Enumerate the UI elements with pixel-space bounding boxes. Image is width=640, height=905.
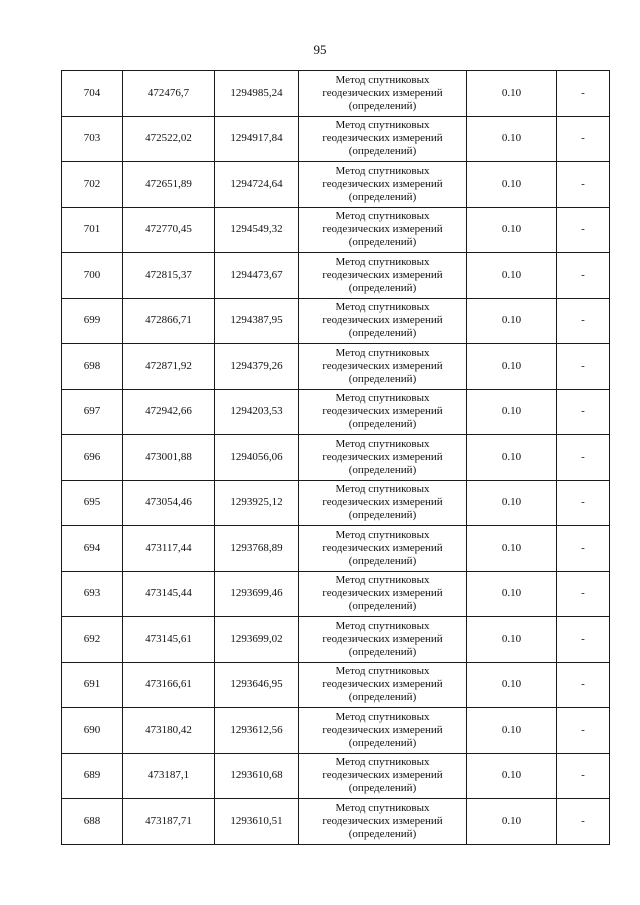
method-line: геодезических измерений [322, 769, 443, 782]
table-row [62, 389, 610, 435]
point-number-cell: 688 [62, 799, 123, 845]
note-cell: - [557, 571, 610, 617]
method-line: геодезических измерений [322, 587, 443, 600]
method-line: (определений) [348, 736, 417, 749]
accuracy-cell: 0.10 [467, 526, 557, 572]
method-line: геодезических измерений [322, 496, 443, 509]
accuracy-cell: 0.10 [467, 662, 557, 708]
method-line: (определений) [348, 190, 417, 203]
y-coordinate-cell: 1294549,32 [215, 207, 299, 253]
x-coordinate-cell: 473187,1 [123, 753, 215, 799]
note-cell: - [557, 708, 610, 754]
method-line: Метод спутниковых [335, 392, 430, 405]
point-number-cell: 696 [62, 435, 123, 481]
x-coordinate-cell: 473166,61 [123, 662, 215, 708]
method-line: (определений) [348, 509, 417, 522]
x-coordinate-cell: 472942,66 [123, 389, 215, 435]
accuracy-cell: 0.10 [467, 435, 557, 481]
page-number: 95 [313, 42, 327, 57]
method-cell [299, 71, 467, 117]
accuracy-cell: 0.10 [467, 480, 557, 526]
note-cell: - [557, 662, 610, 708]
table-row [62, 253, 610, 299]
point-number-cell: 701 [62, 207, 123, 253]
accuracy-cell: 0.10 [467, 253, 557, 299]
note-cell: - [557, 753, 610, 799]
method-line: (определений) [348, 782, 417, 795]
table-row [62, 753, 610, 799]
method-line: (определений) [348, 236, 417, 249]
method-line: Метод спутниковых [335, 255, 430, 268]
method-line: Метод спутниковых [335, 756, 430, 769]
table-row [62, 344, 610, 390]
point-number-cell: 697 [62, 389, 123, 435]
table-row [62, 617, 610, 663]
point-number-cell: 692 [62, 617, 123, 663]
method-line: (определений) [348, 145, 417, 158]
method-line: Метод спутниковых [335, 73, 430, 86]
y-coordinate-cell: 1294379,26 [215, 344, 299, 390]
method-line: Метод спутниковых [335, 301, 430, 314]
x-coordinate-cell: 472651,89 [123, 162, 215, 208]
note-cell: - [557, 344, 610, 390]
method-line: геодезических измерений [322, 632, 443, 645]
coordinates-table-body [62, 71, 610, 845]
method-line: Метод спутниковых [335, 619, 430, 632]
x-coordinate-cell: 473145,44 [123, 571, 215, 617]
y-coordinate-cell: 1293699,46 [215, 571, 299, 617]
method-line: Метод спутниковых [335, 164, 430, 177]
point-number-cell: 693 [62, 571, 123, 617]
method-cell [299, 480, 467, 526]
method-line: геодезических измерений [322, 177, 443, 190]
accuracy-cell: 0.10 [467, 389, 557, 435]
method-cell [299, 162, 467, 208]
method-line: геодезических измерений [322, 814, 443, 827]
method-line: Метод спутниковых [335, 437, 430, 450]
point-number-cell: 698 [62, 344, 123, 390]
method-cell [299, 526, 467, 572]
note-cell: - [557, 71, 610, 117]
y-coordinate-cell: 1294985,24 [215, 71, 299, 117]
x-coordinate-cell: 472522,02 [123, 116, 215, 162]
method-line: (определений) [348, 554, 417, 567]
accuracy-cell: 0.10 [467, 71, 557, 117]
method-line: (определений) [348, 418, 417, 431]
method-cell [299, 708, 467, 754]
method-line: геодезических измерений [322, 678, 443, 691]
point-number-cell: 703 [62, 116, 123, 162]
table-row [62, 435, 610, 481]
y-coordinate-cell: 1293610,51 [215, 799, 299, 845]
method-line: геодезических измерений [322, 405, 443, 418]
note-cell: - [557, 253, 610, 299]
point-number-cell: 704 [62, 71, 123, 117]
method-line: геодезических измерений [322, 223, 443, 236]
method-cell [299, 571, 467, 617]
note-cell: - [557, 162, 610, 208]
note-cell: - [557, 207, 610, 253]
note-cell: - [557, 526, 610, 572]
y-coordinate-cell: 1293610,68 [215, 753, 299, 799]
point-number-cell: 691 [62, 662, 123, 708]
accuracy-cell: 0.10 [467, 207, 557, 253]
accuracy-cell: 0.10 [467, 162, 557, 208]
method-line: (определений) [348, 463, 417, 476]
method-line: (определений) [348, 600, 417, 613]
method-cell [299, 435, 467, 481]
table-row [62, 526, 610, 572]
table-row [62, 480, 610, 526]
method-cell [299, 662, 467, 708]
method-cell [299, 753, 467, 799]
point-number-cell: 690 [62, 708, 123, 754]
accuracy-cell: 0.10 [467, 708, 557, 754]
note-cell: - [557, 617, 610, 663]
note-cell: - [557, 435, 610, 481]
x-coordinate-cell: 473001,88 [123, 435, 215, 481]
y-coordinate-cell: 1294473,67 [215, 253, 299, 299]
point-number-cell: 695 [62, 480, 123, 526]
method-line: геодезических измерений [322, 268, 443, 281]
table-row [62, 71, 610, 117]
method-line: геодезических измерений [322, 723, 443, 736]
method-line: Метод спутниковых [335, 574, 430, 587]
method-cell [299, 344, 467, 390]
point-number-cell: 694 [62, 526, 123, 572]
method-line: Метод спутниковых [335, 210, 430, 223]
x-coordinate-cell: 472476,7 [123, 71, 215, 117]
x-coordinate-cell: 472866,71 [123, 298, 215, 344]
method-line: Метод спутниковых [335, 665, 430, 678]
method-line: Метод спутниковых [335, 801, 430, 814]
table-row [62, 298, 610, 344]
method-line: (определений) [348, 372, 417, 385]
method-line: (определений) [348, 691, 417, 704]
accuracy-cell: 0.10 [467, 344, 557, 390]
y-coordinate-cell: 1293925,12 [215, 480, 299, 526]
table-row [62, 162, 610, 208]
accuracy-cell: 0.10 [467, 617, 557, 663]
x-coordinate-cell: 473187,71 [123, 799, 215, 845]
point-number-cell: 689 [62, 753, 123, 799]
x-coordinate-cell: 472871,92 [123, 344, 215, 390]
method-cell [299, 799, 467, 845]
y-coordinate-cell: 1293646,95 [215, 662, 299, 708]
x-coordinate-cell: 472770,45 [123, 207, 215, 253]
method-line: (определений) [348, 827, 417, 840]
note-cell: - [557, 480, 610, 526]
point-number-cell: 702 [62, 162, 123, 208]
point-number-cell: 699 [62, 298, 123, 344]
method-cell [299, 389, 467, 435]
table-row [62, 662, 610, 708]
method-line: (определений) [348, 281, 417, 294]
method-line: геодезических измерений [322, 541, 443, 554]
x-coordinate-cell: 473117,44 [123, 526, 215, 572]
method-line: (определений) [348, 645, 417, 658]
table-row [62, 708, 610, 754]
point-number-cell: 700 [62, 253, 123, 299]
table-row [62, 116, 610, 162]
y-coordinate-cell: 1294203,53 [215, 389, 299, 435]
method-line: геодезических измерений [322, 450, 443, 463]
method-cell [299, 253, 467, 299]
y-coordinate-cell: 1294724,64 [215, 162, 299, 208]
note-cell: - [557, 389, 610, 435]
y-coordinate-cell: 1294056,06 [215, 435, 299, 481]
method-cell [299, 116, 467, 162]
method-cell [299, 617, 467, 663]
method-line: (определений) [348, 99, 417, 112]
accuracy-cell: 0.10 [467, 298, 557, 344]
method-line: Метод спутниковых [335, 710, 430, 723]
y-coordinate-cell: 1293768,89 [215, 526, 299, 572]
method-line: геодезических измерений [322, 132, 443, 145]
table-row [62, 799, 610, 845]
y-coordinate-cell: 1293699,02 [215, 617, 299, 663]
method-line: Метод спутниковых [335, 528, 430, 541]
table-row [62, 571, 610, 617]
method-line: Метод спутниковых [335, 119, 430, 132]
method-line: Метод спутниковых [335, 346, 430, 359]
method-line: геодезических измерений [322, 359, 443, 372]
note-cell: - [557, 298, 610, 344]
table-row [62, 207, 610, 253]
note-cell: - [557, 116, 610, 162]
accuracy-cell: 0.10 [467, 571, 557, 617]
accuracy-cell: 0.10 [467, 116, 557, 162]
method-line: Метод спутниковых [335, 483, 430, 496]
x-coordinate-cell: 473054,46 [123, 480, 215, 526]
method-cell [299, 207, 467, 253]
note-cell: - [557, 799, 610, 845]
y-coordinate-cell: 1293612,56 [215, 708, 299, 754]
x-coordinate-cell: 473180,42 [123, 708, 215, 754]
accuracy-cell: 0.10 [467, 753, 557, 799]
method-line: (определений) [348, 327, 417, 340]
coordinates-table [61, 70, 610, 845]
method-line: геодезических измерений [322, 314, 443, 327]
x-coordinate-cell: 473145,61 [123, 617, 215, 663]
method-line: геодезических измерений [322, 86, 443, 99]
x-coordinate-cell: 472815,37 [123, 253, 215, 299]
method-cell [299, 298, 467, 344]
y-coordinate-cell: 1294917,84 [215, 116, 299, 162]
accuracy-cell: 0.10 [467, 799, 557, 845]
y-coordinate-cell: 1294387,95 [215, 298, 299, 344]
